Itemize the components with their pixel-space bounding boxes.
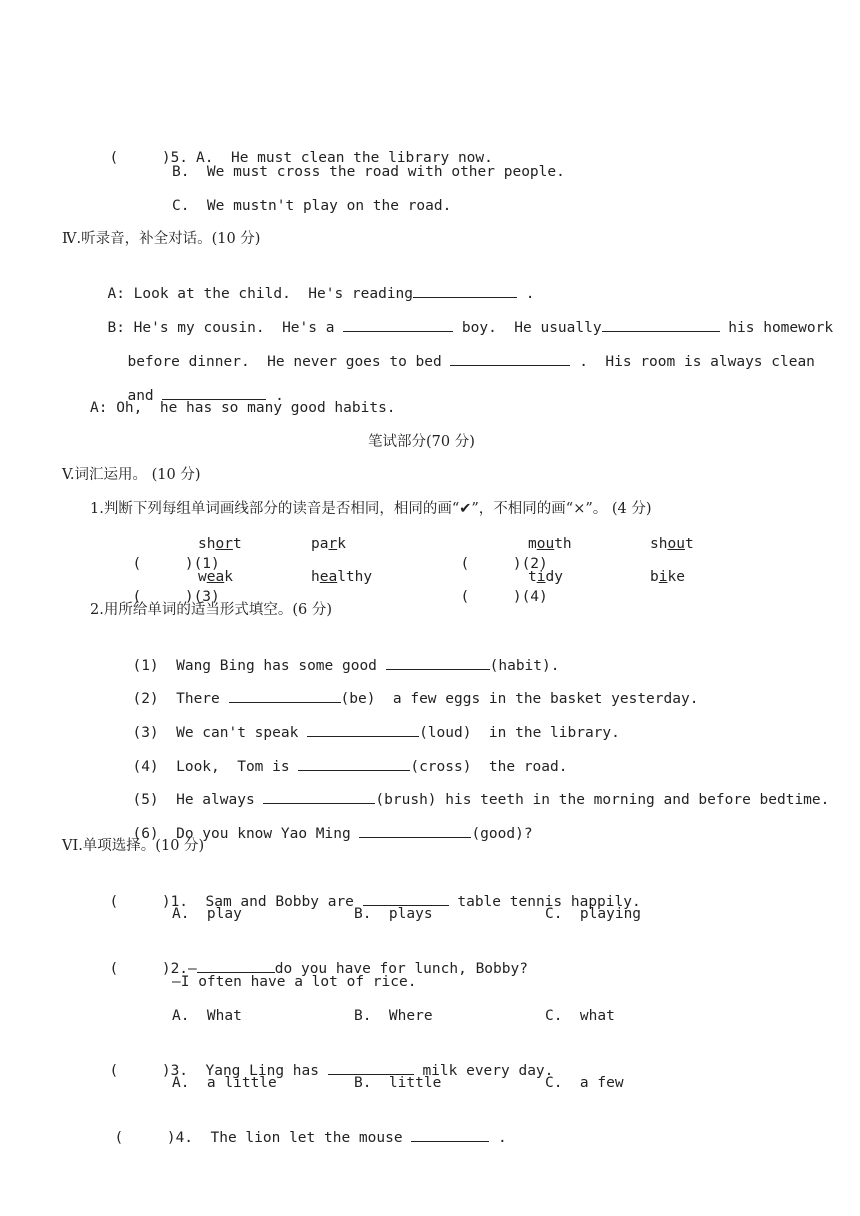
option-b: B. plays	[354, 906, 433, 922]
answer-paren[interactable]: ( )	[460, 556, 522, 572]
answer-blank[interactable]	[263, 789, 375, 804]
mc-question-2: ( )2.— do you have for lunch, Bobby?	[92, 938, 528, 979]
option-c: C. a few	[545, 1075, 624, 1091]
part-2-title: 2.用所给单词的适当形式填空。(6 分)	[90, 602, 332, 618]
word: mouth	[528, 536, 572, 552]
answer-paren[interactable]: ( )	[109, 894, 171, 910]
option-c: C. what	[545, 1008, 615, 1024]
pronunciation-pair: ( )(1)	[132, 556, 220, 572]
pronunciation-pair: ( )(2)	[460, 556, 548, 572]
option-c: C. We mustn't play on the road.	[172, 198, 452, 214]
word: park	[311, 536, 346, 552]
fill-item: (5) He always (brush) his teeth in the morning and before bedtime.	[115, 769, 829, 810]
dialogue-line-b1: B: He's my cousin. He's a boy. He usually his homework	[90, 297, 833, 338]
pronunciation-pair: ( )(4)	[460, 589, 548, 605]
answer-paren[interactable]: ( )	[109, 150, 171, 166]
answer-blank[interactable]	[602, 317, 720, 332]
answer-paren[interactable]: ( )	[109, 1063, 171, 1079]
dialogue-line-a1: A: Look at the child. He's reading .	[90, 263, 534, 304]
section-4-title: Ⅳ.听录音，补全对话。(10 分)	[62, 231, 261, 247]
answer-blank[interactable]	[307, 722, 419, 737]
option-b: B. little	[354, 1075, 442, 1091]
reply-line: —I often have a lot of rice.	[172, 974, 417, 990]
answer-paren[interactable]: ( )	[109, 961, 171, 977]
option-a: A. He must clean the library now.	[196, 150, 493, 166]
question-number: 5.	[170, 150, 189, 166]
pronunciation-pair: ( )(3)	[132, 589, 220, 605]
word: short	[198, 536, 242, 552]
part-1-title: 1.判断下列每组单词画线部分的读音是否相同，相同的画“✔”，不相同的画“×”。 (4 分)	[90, 501, 652, 517]
answer-blank[interactable]	[411, 1127, 489, 1142]
mc-question-3: ( )3. Yang Ling has milk every day.	[92, 1040, 553, 1081]
fill-item: (4) Look, Tom is (cross) the road.	[115, 736, 567, 777]
answer-paren[interactable]: ( )	[132, 556, 194, 572]
word: weak	[198, 569, 233, 585]
word: tidy	[528, 569, 563, 585]
answer-blank[interactable]	[359, 823, 471, 838]
answer-paren[interactable]: ( )	[460, 589, 522, 605]
answer-paren[interactable]: ( )	[132, 589, 194, 605]
answer-blank[interactable]	[229, 688, 341, 703]
dialogue-line-b2: before dinner. He never goes to bed . His room is always clean	[110, 331, 815, 372]
fill-item: (1) Wang Bing has some good (habit).	[115, 635, 559, 676]
answer-blank[interactable]	[197, 958, 275, 973]
fill-item: (2) There (be) a few eggs in the basket yesterday.	[115, 668, 698, 709]
fill-item: (6) Do you know Yao Ming (good)?	[115, 803, 533, 844]
answer-blank[interactable]	[413, 283, 517, 298]
option-a: A. a little	[172, 1075, 277, 1091]
option-b: B. Where	[354, 1008, 433, 1024]
answer-blank[interactable]	[450, 351, 570, 366]
option-b: B. We must cross the road with other people.	[172, 164, 565, 180]
answer-blank[interactable]	[343, 317, 453, 332]
word: shout	[650, 536, 694, 552]
dialogue-line-a2: A: Oh, he has so many good habits.	[90, 400, 396, 416]
dialogue-line-b3: and .	[110, 365, 284, 406]
section-6-title: VI.单项选择。(10 分)	[62, 838, 205, 854]
word: healthy	[311, 569, 373, 585]
option-a: A. What	[172, 1008, 242, 1024]
mc-question-4: ( )4. The lion let the mouse .	[97, 1107, 507, 1148]
mc-question-1: ( )1. Sam and Bobby are table tennis happily.	[92, 871, 641, 912]
fill-item: (3) We can't speak (loud) in the library.	[115, 702, 620, 743]
answer-paren[interactable]: ( )	[114, 1130, 176, 1146]
written-part-title: 笔试部分(70 分)	[368, 434, 475, 450]
option-a: A. play	[172, 906, 242, 922]
word: bike	[650, 569, 685, 585]
section-5-title: V.词汇运用。 (10 分)	[62, 467, 201, 483]
option-c: C. playing	[545, 906, 642, 922]
